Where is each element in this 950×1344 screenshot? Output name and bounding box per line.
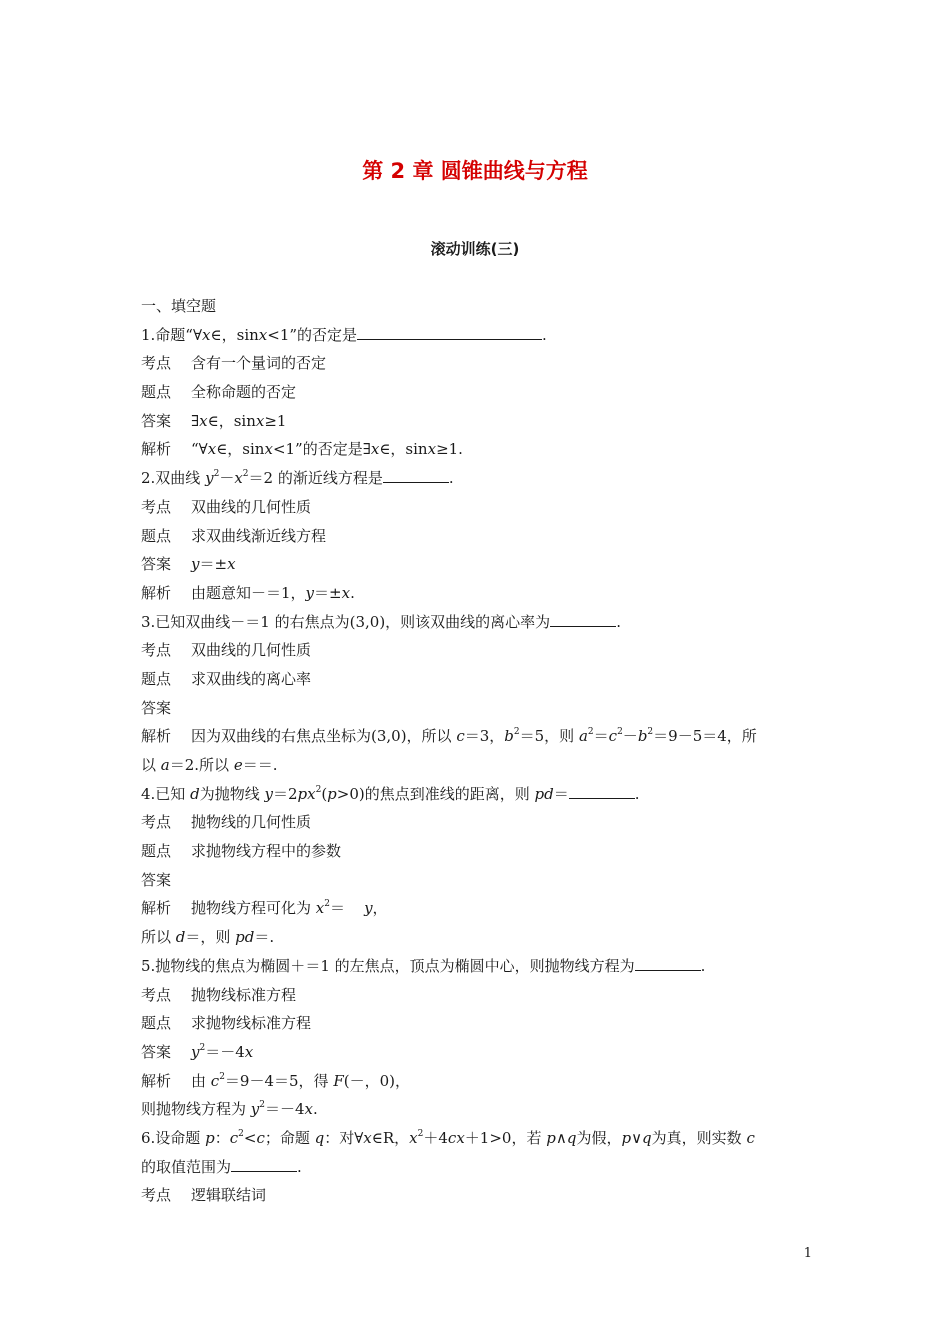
document-body bbox=[141, 292, 811, 1210]
q1-answer: 答案 ∃x∈，sinx≥1 bbox=[141, 411, 287, 430]
page-number: 1 bbox=[803, 1246, 812, 1261]
q4-tidian: 题点 求抛物线方程中的参数 bbox=[141, 842, 342, 861]
q5-analysis-cont: 则抛物线方程为 $y^2=-4x$. bbox=[141, 1100, 318, 1119]
q5-answer: 答案 $y^2=-4x$ bbox=[141, 1042, 254, 1061]
q3-analysis-cont: 以 a＝2.所以 e＝＝. bbox=[141, 756, 278, 774]
q5-tidian: 题点 求抛物线标准方程 bbox=[141, 1014, 312, 1033]
answer-blank bbox=[569, 784, 635, 799]
q5-analysis: 解析 由 $c^2=9-4=5$，得 F(－，0)， bbox=[141, 1071, 410, 1090]
q4-kaodian: 考点 抛物线的几何性质 bbox=[141, 813, 312, 832]
q3-kaodian: 考点 双曲线的几何性质 bbox=[141, 641, 312, 660]
question-1: 1.命题“∀x∈，sinx<1”的否定是 . bbox=[141, 325, 547, 344]
question-4: 4.已知 d为抛物线 $y=2px^2(p>0)$的焦点到准线的距离，则 pd＝ . bbox=[141, 784, 640, 803]
answer-blank bbox=[635, 956, 701, 971]
q1-analysis: 解析 “∀x∈，sinx<1”的否定是∃x∈，sinx≥1. bbox=[141, 440, 463, 459]
question-6: 6.设命题 p：$c^2<c$；命题 q：对∀x∈R，$x^2+4cx+1>0$，若 p∧q为假，p∨q为真，则实数 c bbox=[141, 1128, 755, 1147]
q2-analysis: 解析 由题意知－＝1，y＝±x. bbox=[141, 583, 355, 602]
answer-blank bbox=[550, 612, 616, 627]
answer-blank bbox=[383, 468, 449, 483]
question-2: 2.双曲线 $y^2-x^2=2$ 的渐近线方程是 . bbox=[141, 469, 454, 488]
q5-kaodian: 考点 抛物线标准方程 bbox=[141, 985, 297, 1004]
q3-analysis: 解析 因为双曲线的右焦点坐标为(3,0)，所以 c＝3，$b^2=5$，则 $a^2=c^2-b^2=9-5=4$，所 bbox=[141, 727, 757, 746]
q2-answer: 答案 y＝±x bbox=[141, 555, 236, 574]
answer-blank bbox=[357, 325, 542, 340]
section-heading: 一、填空题 bbox=[141, 297, 217, 315]
q3-answer: 答案 bbox=[141, 698, 172, 717]
q4-analysis: 解析 抛物线方程可化为 $x^2=$ y， bbox=[141, 899, 388, 918]
q1-kaodian: 考点 含有一个量词的否定 bbox=[141, 354, 327, 373]
question-6-cont: 的取值范围为 . bbox=[141, 1157, 302, 1176]
chapter-title: 第 2 章 圆锥曲线与方程 bbox=[362, 159, 588, 183]
q2-kaodian: 考点 双曲线的几何性质 bbox=[141, 497, 312, 516]
q6-kaodian: 考点 逻辑联结词 bbox=[141, 1186, 267, 1205]
q2-tidian: 题点 求双曲线渐近线方程 bbox=[141, 526, 327, 545]
q3-tidian: 题点 求双曲线的离心率 bbox=[141, 669, 312, 688]
q1-tidian: 题点 全称命题的否定 bbox=[141, 383, 297, 402]
section-subtitle: 滚动训练(三) bbox=[430, 240, 520, 258]
question-5: 5.抛物线的焦点为椭圆＋＝1 的左焦点，顶点为椭圆中心，则抛物线方程为 . bbox=[141, 956, 706, 975]
question-3: 3.已知双曲线－＝1 的右焦点为(3,0)，则该双曲线的离心率为 . bbox=[141, 612, 621, 631]
q4-analysis-cont: 所以 d＝，则 pd＝. bbox=[141, 928, 275, 947]
q4-answer: 答案 bbox=[141, 870, 172, 889]
answer-blank bbox=[231, 1157, 297, 1172]
